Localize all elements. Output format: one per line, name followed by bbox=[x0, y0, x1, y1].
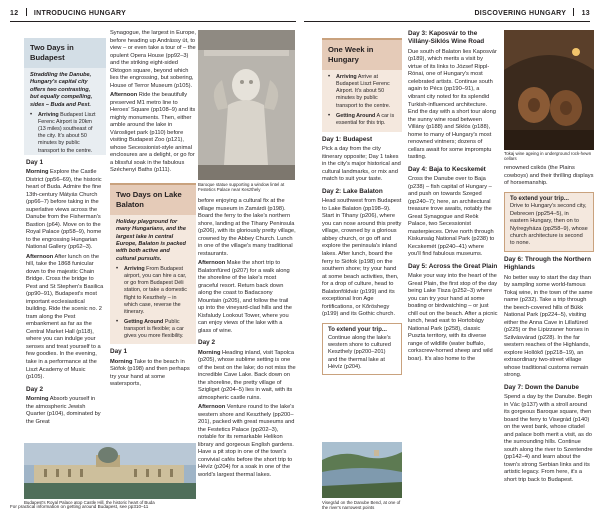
week-day4-text: Cross the Danube over to Baja (p238) – fish capital of Hungary – and push on towards Szeged (pp240–7); here, an architectural treasure trove awaits, notably the Great Synagogue and Reök Palace, two Secessionist masterpieces. Drive north through Kiskunság National Park (p238) to Kecskemét (pp240–41) where you'll find fabulous museums. bbox=[408, 176, 495, 258]
week-day3-heading: Day 3: Kaposvár to the Villány-Siklós Wine Road bbox=[408, 30, 485, 46]
left-page-number: 12 bbox=[10, 10, 19, 17]
balaton-box bbox=[110, 183, 196, 345]
balaton-column-3 bbox=[198, 198, 296, 498]
royal-palace-photo bbox=[24, 443, 196, 499]
week-day5-cont: renowned csikós (the Plains cowboys) and their thrilling displays of horsemanship. bbox=[504, 165, 594, 187]
bullet-icon: • bbox=[328, 74, 331, 81]
budapest-day1-morning: Morning Explore the Castle District (pp56–69), the historic heart of Buda. Admire the fine 13th-century Mátyás Church (pp66–7) before taking in the superlative views across the Danube from the Fisherman's Bastion (p64). Move on to the Royal Palace (pp58–9), home to the engrossing Hungarian National Gallery (pp62–3). bbox=[26, 169, 102, 251]
extend-trip-text-1: Continue along the lake's western shore to cultured Keszthely (pp200–201) and the thermal lake at Hévíz (p204). bbox=[328, 334, 391, 371]
budapest-title: Two Days in Budapest bbox=[24, 38, 106, 68]
tokaj-cellar-photo bbox=[504, 30, 594, 150]
week-title: One Week in Hungary bbox=[322, 38, 402, 70]
danube-image bbox=[322, 442, 402, 498]
extend-trip-title-2: To extend your trip... bbox=[510, 195, 569, 202]
week-box bbox=[322, 38, 402, 132]
statue-image bbox=[198, 30, 295, 180]
cellar-caption: Tokaj wine ageing in underground rock-hewn cellars bbox=[504, 151, 592, 162]
bullet-icon: • bbox=[116, 318, 119, 325]
budapest-day1-afternoon: Afternoon After lunch on the hill, take the 1868 funicular down to the majestic Chain Bridge. Cross the bridge to Pest and St Stephen's Basilica (pp90–91), Budapest's most important ecclesiastical building. Ride the scenic no. 2 tram along the Pest embankment as far as the Central Market Hall (p118), where you can indulge your senses and treat yourself to a few goodies. In the evening, take in a performance at the Liszt Academy of Music (p105). bbox=[26, 253, 104, 381]
extend-trip-text-2: Drive to Hungary's second city, Debrecen (pp254–5), in eastern Hungary, then on to Nyíregyháza (pp258–9), whose church architecture is second to none. bbox=[510, 203, 588, 247]
week-day6-text: No better way to start the day than by sampling some world-famous Tokaj wine, in the town of the same name (p232). Take a trip through the beech-covered hills of Bükk National Park (pp224–5), visiting either the Anna Cave in Lillafüred (p225) or the Lipizzaner horses in Szilvásvárad (p228). In the far western reaches of the Highlands, explore Hollókő (pp218–19), an extraordinary two-street village whose traditional customs remain strong. bbox=[504, 274, 593, 379]
bullet-icon: • bbox=[328, 112, 331, 119]
danube-bend-photo bbox=[322, 442, 402, 498]
statue-caption: Baroque statue supporting a window lintel at Festetics Palace near Keszthely bbox=[198, 182, 285, 193]
week-day7-text: Spend a day by the Danube. Begin in Vác (p137) with a stroll around its gorgeous Baroque square, then board the ferry to Visegrád (p140) on the west bank, whose citadel and palace both merit a visit, as do the surrounding hills. Continue south along the river to Szentendre (pp142–4) and learn about the town's strong Serbian links and its artistic legacy. From here, it's a short trip back to Budapest. bbox=[504, 394, 593, 483]
right-running-header bbox=[474, 8, 590, 19]
week-day3-text: Due south of Balaton lies Kaposvár (p189), which merits a visit by virtue of its links to József Rippl-Rónai, one of Hungary's most celebrated artists. Continue south again to Pécs (pp190–91), a vibrant city noted for its splendid Turkish-influenced architecture. End the day with a short tour along the sunny wine road between Villány (p188) and Siklós (p188), home to many of Hungary's most renowned vintners; dozens of cellars await for some impromptu tasting. bbox=[408, 48, 497, 161]
balaton-day1-morning: Morning Take to the beach in Siófok (p198) and then perhaps try your hand at some watersports, bbox=[110, 358, 190, 388]
extend-trip-box-2 bbox=[504, 192, 594, 252]
left-running-header bbox=[10, 8, 126, 19]
budapest-bullet-arriving: • Arriving Budapest Liszt Ferenc Airport is 20km (13 miles) southeast of the city. It's about 50 minutes by public transport to the centre. bbox=[30, 111, 96, 154]
week-bullet-arriving: • Arriving Arrive at Budapest Liszt Ferenc Airport. It's about 50 minutes by public transport to the centre. bbox=[328, 74, 391, 109]
budapest-column-2 bbox=[110, 30, 196, 440]
baroque-statue-photo bbox=[198, 30, 295, 180]
week-column-4 bbox=[322, 38, 402, 508]
right-header-title: DISCOVERING HUNGARY bbox=[474, 10, 567, 17]
right-page bbox=[300, 0, 600, 520]
budapest-intro: Straddling the Danube, Hungary's capital city offers two contrasting, but equally compelling, sides – Buda and Pest. bbox=[30, 72, 93, 108]
budapest-box bbox=[24, 38, 106, 155]
week-day4-heading: Day 4: Baja to Kecskemét bbox=[408, 165, 486, 173]
week-day5-text: Make your way into the heart of the Great Plain, the first stop of the day being Lake Tisza (p252–3) where you can try your hand at some boating or birdwatching – or just chill out on the beach. After a picnic lunch, head east to Hortobágy National Park (p258), classic Puszta territory, with its diverse range of wildlife (water buffalo, corkscrew-horned sheep and wild boar). It's also home to the bbox=[408, 273, 498, 362]
balaton-day2-afternoon: Afternoon Venture round to the lake's western shore and Keszthely (pp200–201), packed with great museums and the Festetics Palace (pp202–3), notable for its remarkable Helikon library and gorgeous English gardens. Have a pit stop in one of the town's convivial cafés before the short trip to Hévíz (p204) for a soak in one of the world's largest thermal lakes. bbox=[198, 404, 295, 478]
extend-trip-title-1: To extend your trip... bbox=[328, 326, 387, 333]
week-bullet-getting-around: • Getting Around A car is essential for this trip. bbox=[328, 112, 395, 126]
week-day5-heading: Day 5: Across the Great Plain bbox=[408, 262, 498, 270]
extend-trip-box-1 bbox=[322, 323, 402, 376]
week-day1-heading: Day 1: Budapest bbox=[322, 135, 373, 143]
left-header-rule bbox=[10, 21, 296, 22]
balaton-day2-morning: Morning Heading inland, visit Tapolca (p205), whose sublime setting is one of the best on the lake; do not miss the incredible Cave Lake. Back down on the shoreline, the pretty village of Szigliget (p204–5) lies in wait, with its atmospheric castle ruins. bbox=[198, 349, 296, 401]
balaton-bullet-arriving: • Arriving From Budapest airport, you can hire a car, or go from Budapest Déli station, or take a domestic flight to Keszthely – in which case, reverse the itinerary. bbox=[116, 266, 187, 315]
week-day6-heading: Day 6: Through the Northern Highlands bbox=[504, 255, 591, 272]
week-day1-text: Pick a day from the city itinerary opposite; Day 1 takes in the city's major historical and cultural landmarks, or mix and match to suit your taste. bbox=[322, 146, 401, 183]
balaton-day2-heading: Day 2 bbox=[198, 339, 216, 347]
week-day2-text: Head southwest from Budapest to Lake Balaton (pp198–9). Start in Tihany (p206), where you can nose around this pretty village, crowned by a glorious abbey church, or go off and explore the peninsula's inland lakes. After lunch, board the ferry to Siófok (p198) on the southern shore; try your hand at some beach activities, then, for a drop of culture, head to Balatonföldvár (p199) and its exceptional Iron Age fortifications, or Kőröshegy (p199) and its Gothic church. bbox=[322, 198, 402, 318]
balaton-day1-heading: Day 1 bbox=[110, 348, 128, 356]
palace-image bbox=[24, 443, 196, 499]
week-column-5 bbox=[408, 30, 498, 500]
budapest-column-1 bbox=[24, 38, 106, 468]
balaton-title: Two Days on Lake Balaton bbox=[110, 183, 196, 215]
cellar-image bbox=[504, 30, 594, 150]
right-page-number: 13 bbox=[581, 10, 590, 17]
left-header-title: INTRODUCING HUNGARY bbox=[33, 10, 127, 17]
budapest-day2-heading: Day 2 bbox=[26, 385, 44, 393]
balaton-intro: Holiday playground for many Hungarians, and the largest lake in central Europe, Balaton is packed with both active and cultural pursuits. bbox=[116, 218, 186, 262]
bullet-icon: • bbox=[30, 111, 33, 118]
budapest-day2-cont: Synagogue, the largest in Europe, before heading up Andrássy út, to view – or even take a tour of – the opulent Opera House (pp92–3) and the striking eight-sided Oktogon square, beyond which lies the engrossing, but sobering, House of Terror Museum (p105). bbox=[110, 30, 196, 89]
budapest-day1-heading: Day 1 bbox=[26, 158, 44, 166]
budapest-day2-morning: Morning Absorb yourself in the atmospheric Jewish Quarter (p104), dominated by the Great bbox=[26, 396, 101, 425]
palace-caption: Budapest's Royal Palace atop Castle Hill, the historic heart of Buda bbox=[24, 500, 155, 505]
bullet-icon: • bbox=[116, 266, 119, 273]
right-header-rule bbox=[304, 21, 590, 22]
budapest-day2-afternoon: Afternoon Ride the beautifully preserved M1 metro line to Heroes' Square (pp108–9) and its mighty monuments. Then, either amble around the lake in Városliget park (p110) before visiting Budapest Zoo (p121), whose Secessionist-style animal enclosures are a delight, or go for a blissful soak in the fabulous Széchenyi Baths (p111). bbox=[110, 92, 196, 174]
balaton-day1-cont: before enjoying a cultural fix at the village museum in Zamárdi (p198). Board the ferry to the lake's northern shore, landing at the Tihany Peninsula (p206), with its gloriously pretty village, crowned by the Abbey Church. Lunch in one of the village's many traditional restaurants. bbox=[198, 198, 296, 257]
practical-info-footnote: For practical information on getting around Budapest, see pp310–11 bbox=[10, 503, 149, 509]
balaton-bullet-getting-around: • Getting Around Public transport is flexible; a car gives you more flexibility. bbox=[116, 318, 184, 340]
week-day2-heading: Day 2: Lake Balaton bbox=[322, 187, 383, 195]
balaton-day1-afternoon: Afternoon Make the short trip to Balatonfüred (p207) for a walk along the shoreline of the lake's most graceful resort. Return back down along the coast to Badacsony Mountain (p205), and follow the trail up into the vineyard-clad hills and the Kisfaludy Lookout Tower, where you can enjoy views of the lake with a glass of wine. bbox=[198, 260, 292, 334]
danube-caption: Visegrád on the Danube Bend, at one of the river's narrowest points bbox=[322, 500, 401, 511]
week-column-6 bbox=[504, 165, 594, 505]
week-day7-heading: Day 7: Down the Danube bbox=[504, 383, 579, 391]
